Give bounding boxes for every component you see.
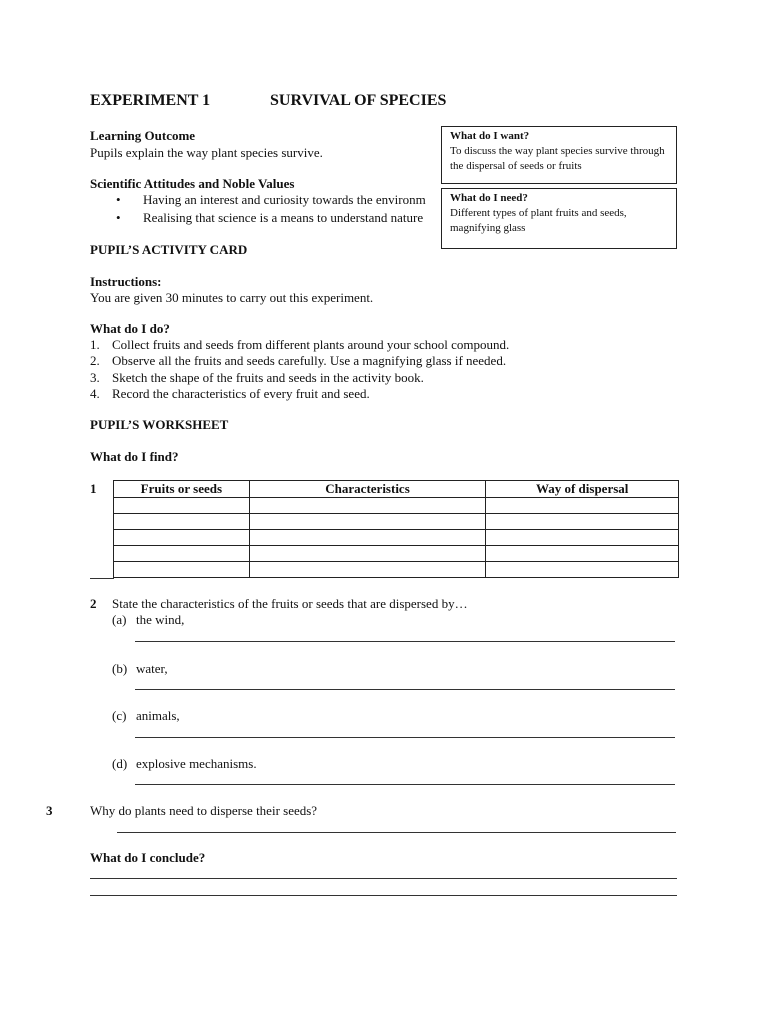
step-text: Sketch the shape of the fruits and seeds in the activity book. xyxy=(112,370,424,385)
part-label: (c) xyxy=(112,708,127,723)
observation-table xyxy=(113,480,679,578)
column-header: Fruits or seeds xyxy=(114,481,250,498)
table-row xyxy=(114,562,679,578)
step-text: Collect fruits and seeds from different plants around your school compound. xyxy=(112,337,510,352)
need-box xyxy=(441,188,677,249)
table-cell[interactable] xyxy=(114,498,250,514)
table-cell[interactable] xyxy=(249,546,486,562)
part-label: (d) xyxy=(112,756,128,771)
step-number: 1. xyxy=(90,337,100,352)
conclude-heading: What do I conclude? xyxy=(90,850,206,865)
table-cell[interactable] xyxy=(114,514,250,530)
table-cell[interactable] xyxy=(486,562,679,578)
answer-line[interactable] xyxy=(135,641,675,642)
part-label: (b) xyxy=(112,661,128,676)
instructions-text: You are given 30 minutes to carry out this experiment. xyxy=(90,290,374,305)
instructions-heading: Instructions: xyxy=(90,274,162,289)
column-header: Characteristics xyxy=(249,481,486,498)
table-cell[interactable] xyxy=(249,498,486,514)
worksheet-heading: PUPIL’S WORKSHEET xyxy=(90,417,229,432)
question-2-text: State the characteristics of the fruits or seeds that are dispersed by… xyxy=(112,596,468,611)
want-box-text: To discuss the way plant species survive through the dispersal of seeds or fruits xyxy=(450,145,665,172)
part-text: explosive mechanisms. xyxy=(136,756,257,771)
table-row xyxy=(114,530,679,546)
step-text: Record the characteristics of every fruit and seed. xyxy=(112,386,370,401)
table-cell[interactable] xyxy=(486,530,679,546)
attitude-item: • Having an interest and curiosity towards the environm xyxy=(143,192,426,208)
table-cell[interactable] xyxy=(249,562,486,578)
what-do-i-find-heading: What do I find? xyxy=(90,449,179,464)
need-box-text: Different types of plant fruits and seeds, magnifying glass xyxy=(450,207,627,234)
want-box xyxy=(441,126,677,184)
table-cell[interactable] xyxy=(114,530,250,546)
part-text: water, xyxy=(136,661,168,676)
want-box-heading: What do I want? xyxy=(450,130,530,142)
answer-line[interactable] xyxy=(135,784,675,785)
what-do-i-do-heading: What do I do? xyxy=(90,321,170,336)
table-row xyxy=(114,498,679,514)
need-box-heading: What do I need? xyxy=(450,192,528,204)
table-row xyxy=(114,514,679,530)
table-cell[interactable] xyxy=(114,546,250,562)
table-row xyxy=(114,546,679,562)
margin-rule xyxy=(90,578,114,579)
table-cell[interactable] xyxy=(249,530,486,546)
step-text: Observe all the fruits and seeds carefully. Use a magnifying glass if needed. xyxy=(112,353,507,368)
activity-card-heading: PUPIL’S ACTIVITY CARD xyxy=(90,242,248,257)
table-cell[interactable] xyxy=(249,514,486,530)
learning-outcome-text: Pupils explain the way plant species survive. xyxy=(90,145,323,160)
question-2-number: 2 xyxy=(90,596,97,611)
column-header: Way of dispersal xyxy=(486,481,679,498)
table-cell[interactable] xyxy=(114,562,250,578)
question-1-number: 1 xyxy=(90,481,97,496)
table-cell[interactable] xyxy=(486,498,679,514)
part-text: animals, xyxy=(136,708,180,723)
experiment-number: EXPERIMENT 1 xyxy=(90,92,211,109)
attitude-item: • Realising that science is a means to understand nature xyxy=(143,210,423,226)
answer-line[interactable] xyxy=(135,689,675,690)
answer-line[interactable] xyxy=(90,895,677,896)
answer-line[interactable] xyxy=(117,832,676,833)
question-3-number: 3 xyxy=(46,803,53,818)
step-number: 2. xyxy=(90,353,100,368)
attitudes-heading: Scientific Attitudes and Noble Values xyxy=(90,176,295,191)
part-label: (a) xyxy=(112,612,127,627)
table-cell[interactable] xyxy=(486,514,679,530)
table-cell[interactable] xyxy=(486,546,679,562)
learning-outcome-heading: Learning Outcome xyxy=(90,128,196,143)
step-number: 4. xyxy=(90,386,100,401)
page-title: SURVIVAL OF SPECIES xyxy=(270,92,447,109)
step-number: 3. xyxy=(90,370,100,385)
answer-line[interactable] xyxy=(90,878,677,879)
question-3-text: Why do plants need to disperse their seeds? xyxy=(90,803,318,818)
part-text: the wind, xyxy=(136,612,185,627)
table-header-row xyxy=(114,481,679,498)
answer-line[interactable] xyxy=(135,737,675,738)
